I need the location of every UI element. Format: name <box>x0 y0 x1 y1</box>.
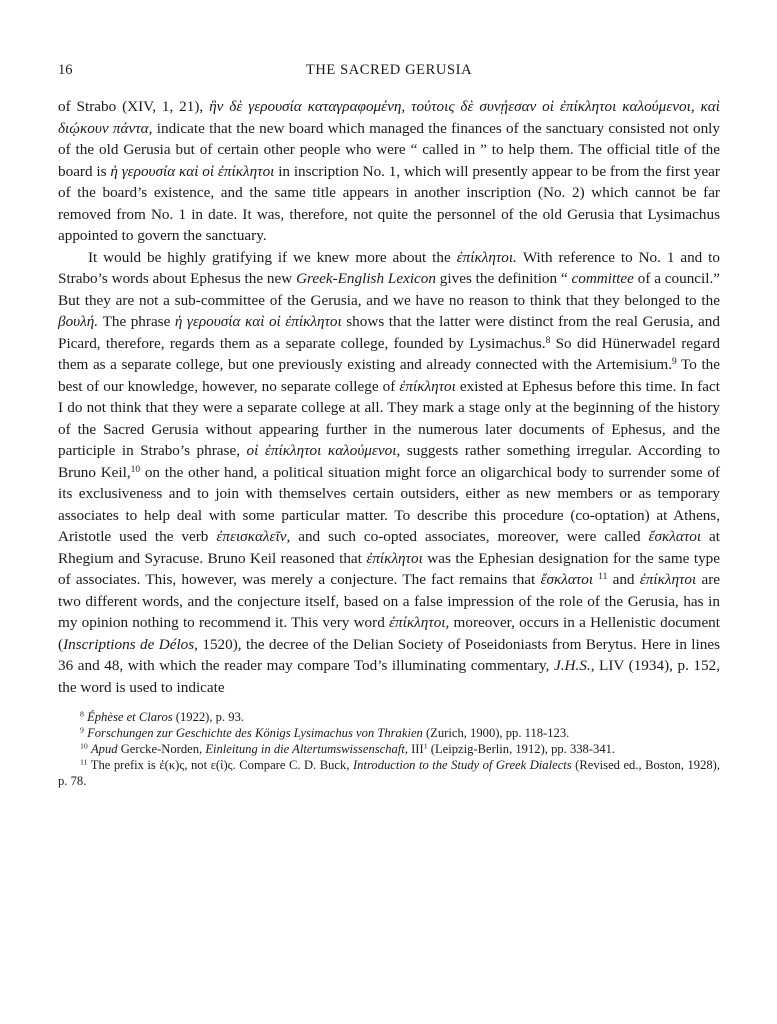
text-run: indicate that the new board which managed the finances of the sanctuary consisted not only of the old Gerusia but of certain other people who were “ called in ” to help them. The official title of the board is <box>58 119 720 180</box>
running-head: THE SACRED GERUSIA <box>305 62 473 78</box>
footnote-ref: 9 <box>672 356 677 367</box>
text-run: was the Ephesian designation for the same type of associates. This, however, was merely a conjecture. The fact remains that <box>58 549 720 588</box>
italic-text: Apud <box>90 742 118 756</box>
italic-text: ἔσκλατοι <box>648 528 702 545</box>
text-run: It would be highly gratifying if we knew more about the <box>88 248 457 266</box>
page-number: 16 <box>58 62 73 78</box>
text-run: 1520), the decree of the Delian Society of Poseidoniasts from Berytus. Here in lines 36 and 48, with which the reader may compare Tod’s illuminating commentary, <box>58 635 720 674</box>
text-run: shows that the latter were distinct from the real Gerusia, and Picard, therefore, regards them as a separate college, founded by Lysimachus. <box>58 313 720 352</box>
text-run: (Revised ed., Boston, 1928), p. 78. <box>58 758 721 788</box>
paragraph-2 <box>58 247 720 699</box>
footnote-ref: 10 <box>80 741 88 751</box>
book-page <box>58 62 720 789</box>
text-run: of a council.” But they are not a sub-committee of the Gerusia, and we have no reason to think that they belonged to the <box>58 270 721 309</box>
text-run: So did Hünerwadel regard them as a separate college, but one previously existing and already connected with the Artemisium. <box>58 334 720 373</box>
italic-text: ἔσκλατοι <box>540 571 594 588</box>
italic-text: ἐπίκλητοι, <box>389 614 450 631</box>
text-run: on the other hand, a political situation might force an oligarchical body to surrender some of its exclusiveness and to join with themselves certain outsiders, either as new members or as temporary associates to help deal with some particular matter. To describe this procedure (co-optation) at Athens, Aristotle used the verb <box>58 463 720 545</box>
footnotes <box>58 709 720 789</box>
text-run: of Strabo (XIV, 1, 21), <box>58 98 210 115</box>
text-run: gives the definition “ <box>435 270 572 287</box>
text-run: The phrase <box>98 313 175 330</box>
text-run: and <box>607 571 640 588</box>
footnote-11 <box>58 757 720 789</box>
italic-text: Introduction to the Study of Greek Dialects <box>352 758 572 772</box>
text-run: LIV (1934), p. 152, the word is used to indicate <box>58 657 720 696</box>
text-run: are two different words, and the conjecture itself, based on a false impression of the role of the Gerusia, has in my opinion nothing to recommend it. This very word <box>58 571 721 631</box>
footnote-ref: 9 <box>80 725 84 735</box>
text-run: (1922), p. 93. <box>172 710 245 724</box>
italic-text: Inscriptions de Délos, <box>63 635 198 653</box>
page-header <box>58 62 720 84</box>
footnote-8 <box>58 709 720 725</box>
text-run: suggests rather something irregular. According to Bruno Keil, <box>58 442 721 481</box>
text-run: and such co-opted associates, moreover, were called <box>290 528 649 545</box>
footnote-ref: 11 <box>598 571 608 582</box>
text-run: The prefix is ἐ(κ)ς, not ε(ἰ)ς. Compare C. D. Buck, <box>87 758 353 772</box>
text-run: III <box>407 742 424 756</box>
italic-text: Forschungen zur Geschichte des Königs Lysimachus von Thrakien <box>87 726 423 740</box>
body-text <box>58 96 720 698</box>
text-run: With reference to No. 1 and to Strabo’s words about Ephesus the new <box>58 248 720 287</box>
italic-text: ἐπίκλητοι <box>399 377 456 395</box>
text-run: existed at Ephesus before this time. In fact I do not think that they were a separate college at all. They mark a stage only at the beginning of the history of the Sacred Gerusia without appearing further in the numerous later documents of Ephesus, and the participle in Strabo’s phrase, <box>58 377 720 459</box>
paragraph-1 <box>58 96 720 247</box>
italic-text: ἐπίκλητοι <box>639 571 697 588</box>
footnote-ref: 8 <box>545 335 551 346</box>
italic-text: Éphèse et Claros <box>87 710 173 724</box>
text-run: moreover, occurs in a Hellenistic document ( <box>58 614 720 653</box>
text-run: in inscription No. 1, which will presently appear to be from the first year of the board’s existence, and the same title appears in another inscription (No. 2) which cannot be far removed from No. 1 in date. It was, therefore, not quite the personnel of the old Gerusia that Lysimachus appointed to govern the sanctuary. <box>58 162 720 244</box>
italic-text: J.H.S., <box>554 657 595 674</box>
footnote-ref: 11 <box>80 757 88 767</box>
italic-text: ἣν δὲ γερουσία καταγραφομένη, τούτοις δὲ συνῄεσαν οἱ ἐπίκλητοι καλούμενοι, καὶ διῴκουν πάντα, <box>58 98 720 137</box>
italic-text: ἐπίκλητοι <box>366 549 423 567</box>
text-run: (Zurich, 1900), pp. 118-123. <box>422 726 570 740</box>
italic-text: ἐπεισκαλεῖν, <box>216 528 291 545</box>
text-run: at Rhegium and Syracuse. Bruno Keil reasoned that <box>58 528 720 567</box>
italic-text: ἡ γερουσία καὶ οἱ ἐπίκλητοι <box>110 162 275 180</box>
italic-text: ἡ γερουσία καὶ οἱ ἐπίκλητοι <box>174 313 342 330</box>
footnote-10 <box>58 741 720 757</box>
text-run: Gercke-Norden, <box>117 742 206 756</box>
italic-text: Einleitung in die Altertumswissenschaft, <box>205 742 408 756</box>
footnote-ref: 8 <box>80 709 84 719</box>
italic-text: βουλή. <box>58 313 99 330</box>
italic-text: committee <box>571 270 634 287</box>
italic-text: οἱ ἐπίκλητοι καλούμενοι, <box>246 442 401 459</box>
italic-text: ἐπίκλητοι. <box>456 248 517 266</box>
footnote-ref: 1 <box>423 741 428 751</box>
text-run: (Leipzig-Berlin, 1912), pp. 338-341. <box>427 742 616 756</box>
footnote-ref: 10 <box>130 464 141 475</box>
italic-text: Greek-English Lexicon <box>296 270 436 287</box>
text-run: To the best of our knowledge, however, no separate college of <box>58 356 720 395</box>
footnote-9 <box>58 725 720 741</box>
